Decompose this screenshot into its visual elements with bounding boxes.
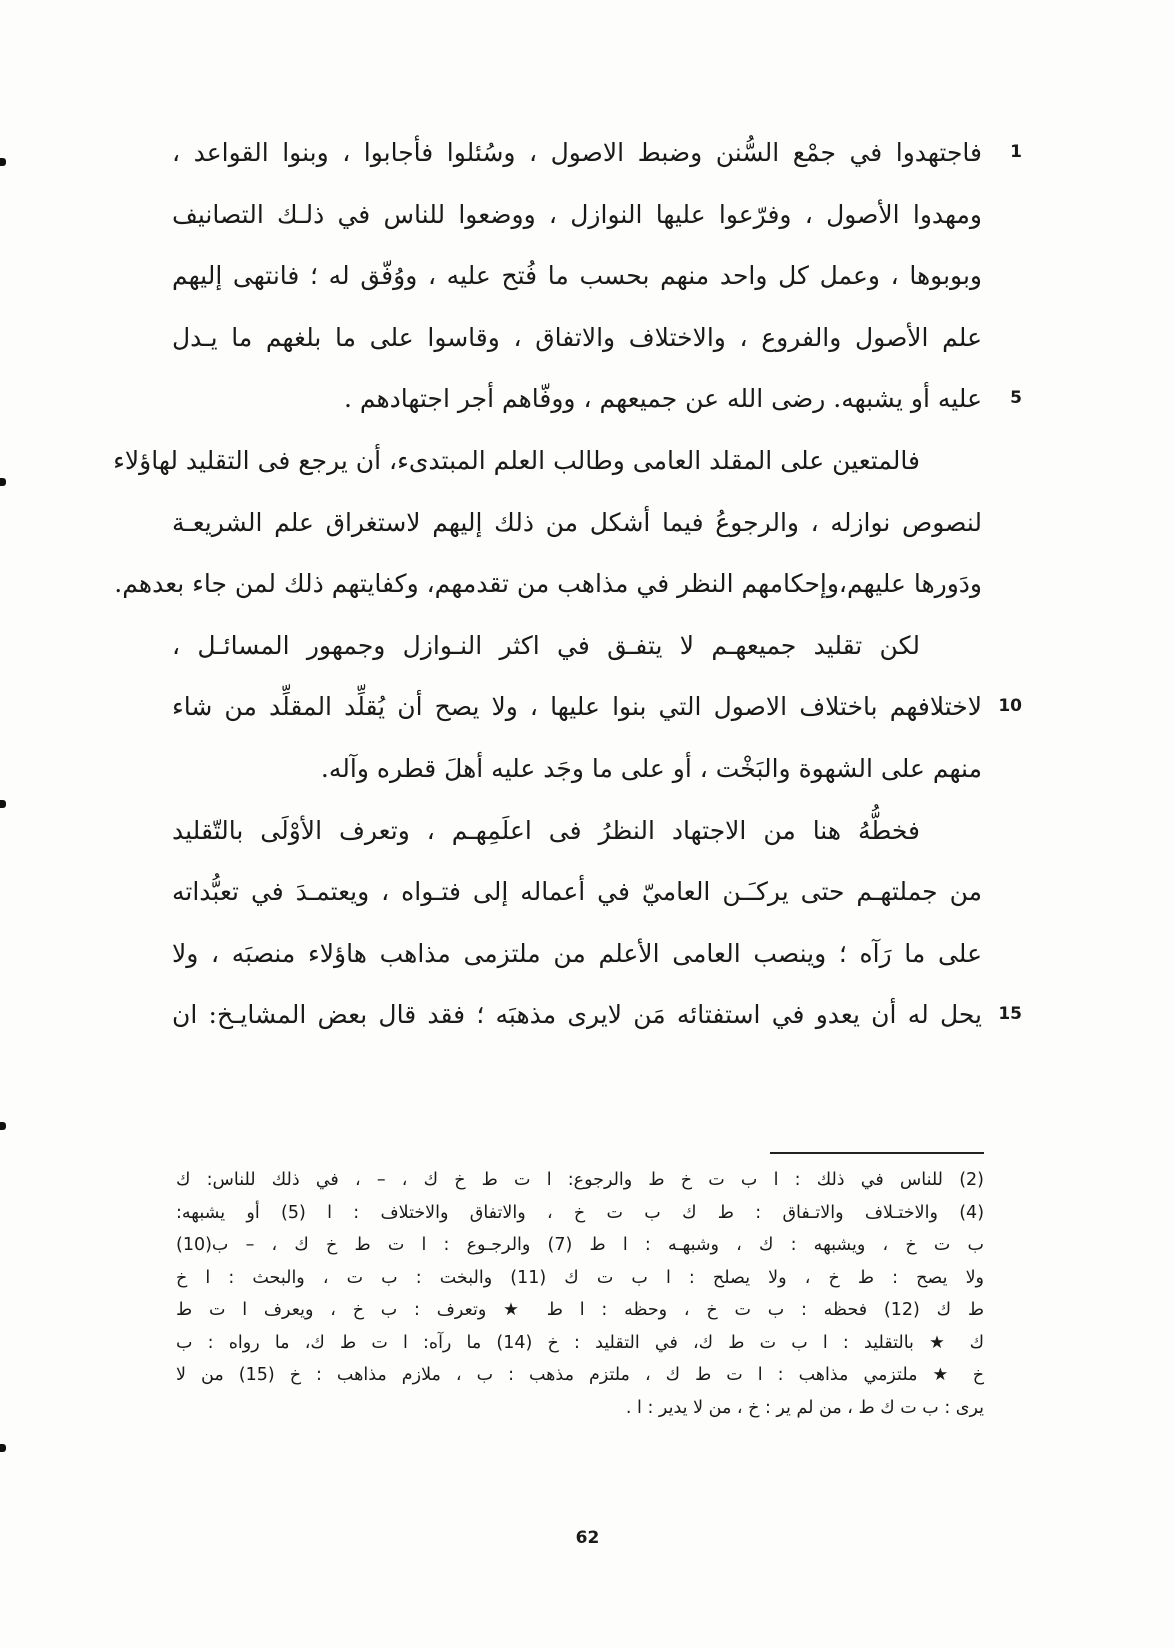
margin-mark xyxy=(0,158,6,166)
margin-mark xyxy=(0,1444,6,1452)
text-line xyxy=(172,923,982,985)
line-text: وبوبوها ، وعمل كل واحد منهم بحسب ما فُتح عليه ، ووُفّق له ؛ فانتهى إليهم xyxy=(172,261,982,291)
line-number: 1 xyxy=(1010,142,1022,162)
margin-mark xyxy=(0,1122,6,1130)
main-text xyxy=(113,122,1022,1046)
line-text: من جملتهـم حتى يركـَـن العاميّ في أعماله إلى فتـواه ، ويعتمـدَ في تعبُّداته xyxy=(172,877,982,907)
text-line xyxy=(113,430,982,492)
line-text: لاختلافهم باختلاف الاصول التي بنوا عليها ، ولا يصح أن يُقلِّد المقلِّد من شاء xyxy=(172,692,982,722)
line-text: ودَورها عليهم،وإحكامهم النظر في مذاهب من تقدمهم، وكفايتهم ذلك لمن جاء بعدهم. xyxy=(114,569,982,599)
line-text: على ما رَآه ؛ وينصب العامى الأعلم من ملتزمى مذاهب هاؤلاء منصبَه ، ولا xyxy=(172,938,982,968)
text-line xyxy=(172,184,982,246)
footnote-line: خ ★ ملتزمي مذاهب : ا ت ط ك ، ملتزم مذهب : ب ، ملازم مذاهب : خ (15) من لا xyxy=(176,1365,984,1385)
line-text: فاجتهدوا في جمْع السُّنن وضبط الاصول ، وسُئلوا فأجابوا ، وبنوا القواعد ، xyxy=(172,138,982,167)
line-text: علم الأصول والفروع ، والاختلاف والاتفاق ، وقاسوا على ما بلغهم ما يـدل xyxy=(172,322,982,352)
line-number: 10 xyxy=(998,696,1022,717)
footnote-line: ب ت خ ، ويشبهه : ك ، وشبهـه : ا ط (7) والرجـوع : ا ت ط خ ك ، – ب(10) xyxy=(176,1235,984,1255)
line-text: فخطُّهُ هنا من الاجتهاد النظرُ فى اعلَمِهـم ، وتعرف الأوْلَى بالتّقليد xyxy=(172,815,920,845)
text-line xyxy=(172,615,982,677)
text-line xyxy=(172,368,1022,430)
footnote-line: (2) للناس في ذلك : ا ب ت خ ط والرجوع: ا ت ط خ ك ، – ، في ذلك للناس: ك xyxy=(176,1170,984,1190)
text-line xyxy=(172,676,1022,738)
footnote-line: ط ك (12) فحظه : ب ت خ ، وحظه : ا ط ★ وتعرف : ب خ ، ويعرف ا ت ط xyxy=(176,1300,985,1320)
line-text: عليه أو يشبهه. رضى الله عن جميعهم ، ووفّاهم أجر اجتهادهم . xyxy=(343,384,982,414)
footnote-line: ولا يصح : ط خ ، ولا يصلح : ا ب ت ك (11) والبخت : ب ت ، والبحث : ا خ xyxy=(176,1267,984,1288)
footnote-line: (4) والاختـلاف والاتـفاق : ط ك ب ت خ ، والاتفاق والاختلاف : ا (5) أو يشبهه: xyxy=(176,1202,985,1223)
text-line xyxy=(172,492,982,554)
text-line xyxy=(114,553,982,615)
line-text: يحل له أن يعدو في استفتائه مَن لايرى مذهبَه ؛ فقد قال بعض المشايـخ: ان xyxy=(172,1000,982,1030)
line-text: لنصوص نوازله ، والرجوعُ فيما أشكل من ذلك إليهم لاستغراق علم الشريعـة xyxy=(172,507,982,537)
line-number: 15 xyxy=(998,1004,1022,1025)
line-text: لكن تقليد جميعهـم لا يتفـق في اكثر النـوازل وجمهور المسائـل ، xyxy=(172,630,920,660)
line-text: ومهدوا الأصول ، وفرّعوا عليها النوازل ، ووضعوا للناس في ذلـك التصانيف xyxy=(172,199,982,229)
line-number: 5 xyxy=(1010,388,1022,409)
footnote-line: ك ★ بالتقليد : ا ب ت ط ك، في التقليد : خ (14) ما رآه: ا ت ط ك، ما رواه : ب xyxy=(176,1332,984,1353)
text-line xyxy=(172,122,1022,184)
text-line xyxy=(172,738,982,800)
text-line xyxy=(172,245,982,307)
footnotes xyxy=(176,1164,984,1424)
text-line xyxy=(172,861,982,923)
margin-mark xyxy=(0,478,6,486)
line-text: فالمتعين على المقلد العامى وطالب العلم المبتدىء، أن يرجع فى التقليد لهاؤلاء xyxy=(113,445,920,475)
footnote-line: يرى : ب ت ك ط ، من لم ير : خ ، من لا يدير : ا . xyxy=(625,1397,984,1418)
line-text: منهم على الشهوة والبَخْت ، أو على ما وجَد عليه أهلَ قطره وآله. xyxy=(320,753,982,783)
text-line xyxy=(172,984,1022,1046)
text-line xyxy=(172,800,982,862)
footnote-separator xyxy=(770,1152,984,1154)
margin-mark xyxy=(0,800,6,808)
page-number: 62 xyxy=(575,1528,600,1548)
text-line xyxy=(172,307,982,369)
